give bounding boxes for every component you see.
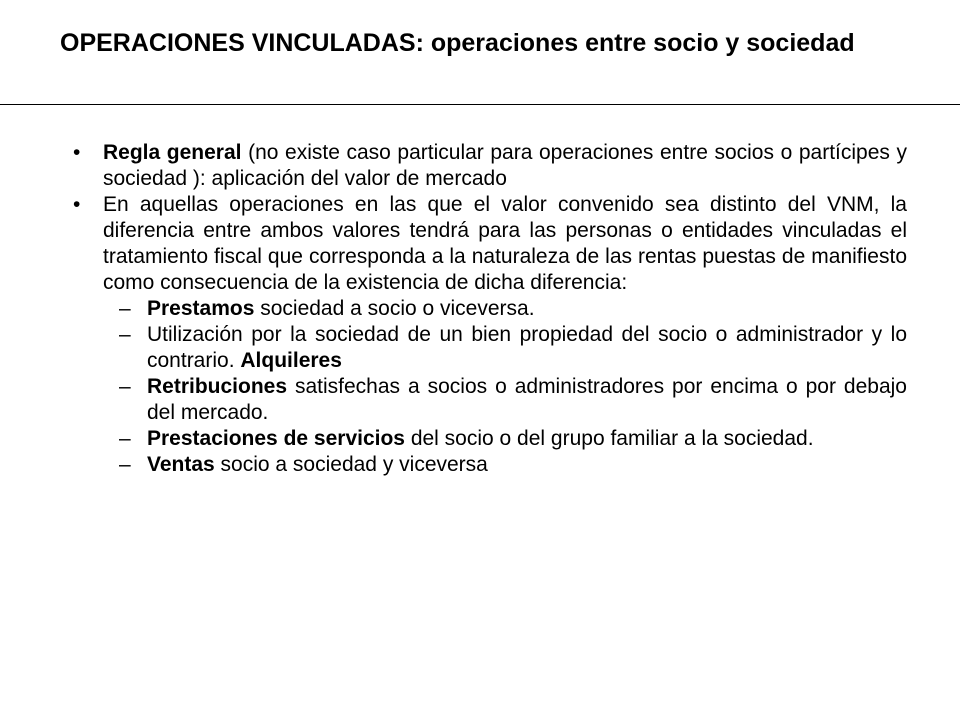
dash-marker: – (119, 375, 131, 398)
bullet-item-operaciones (73, 192, 907, 296)
slide-body (73, 140, 907, 478)
sub-item-text: socio a sociedad y viceversa (214, 453, 488, 476)
sub-item-bold-text: Retribuciones (147, 375, 288, 398)
sub-item-text: satisfechas a socios o administradores por encima o por debajo del mercado. (147, 375, 907, 424)
sub-item-text: del socio o del grupo familiar a la sociedad. (404, 427, 814, 450)
sub-item-text: Utilización por la sociedad de un bien propiedad del socio o administrador y lo contrario. (147, 323, 907, 372)
bullet-text: En aquellas operaciones en las que el valor convenido sea distinto del VNM, la diferencia entre ambos valores tendrá para las personas o entidades vinculadas el tratamiento fiscal que corresponda a la naturaleza de las rentas puestas de manifiesto como consecuencia de la existencia de dicha diferencia: (103, 193, 907, 294)
sub-item-prestamos (119, 296, 907, 322)
sub-item-bold-text: Prestaciones de servicios (147, 427, 405, 450)
sub-item-alquileres (119, 322, 907, 374)
bullet-marker: • (73, 141, 81, 164)
sub-list (119, 296, 907, 478)
bullet-bold-text: Regla general (103, 141, 242, 164)
bullet-marker: • (73, 193, 81, 216)
sub-item-bold-text: Alquileres (240, 349, 342, 372)
dash-marker: – (119, 427, 131, 450)
sub-item-prestaciones (119, 426, 907, 452)
dash-marker: – (119, 323, 131, 346)
sub-item-bold-text: Ventas (147, 453, 215, 476)
sub-item-text: sociedad a socio o viceversa. (254, 297, 535, 320)
dash-marker: – (119, 297, 131, 320)
sub-item-ventas (119, 452, 907, 478)
slide-title: OPERACIONES VINCULADAS: operaciones entre socio y sociedad (60, 29, 855, 57)
title-divider (0, 104, 960, 105)
dash-marker: – (119, 453, 131, 476)
sub-item-bold-text: Prestamos (147, 297, 255, 320)
sub-item-retribuciones (119, 374, 907, 426)
bullet-item-regla-general (73, 140, 907, 192)
bullet-text: (no existe caso particular para operaciones entre socios o partícipes y sociedad ): aplicación del valor de mercado (103, 141, 907, 190)
